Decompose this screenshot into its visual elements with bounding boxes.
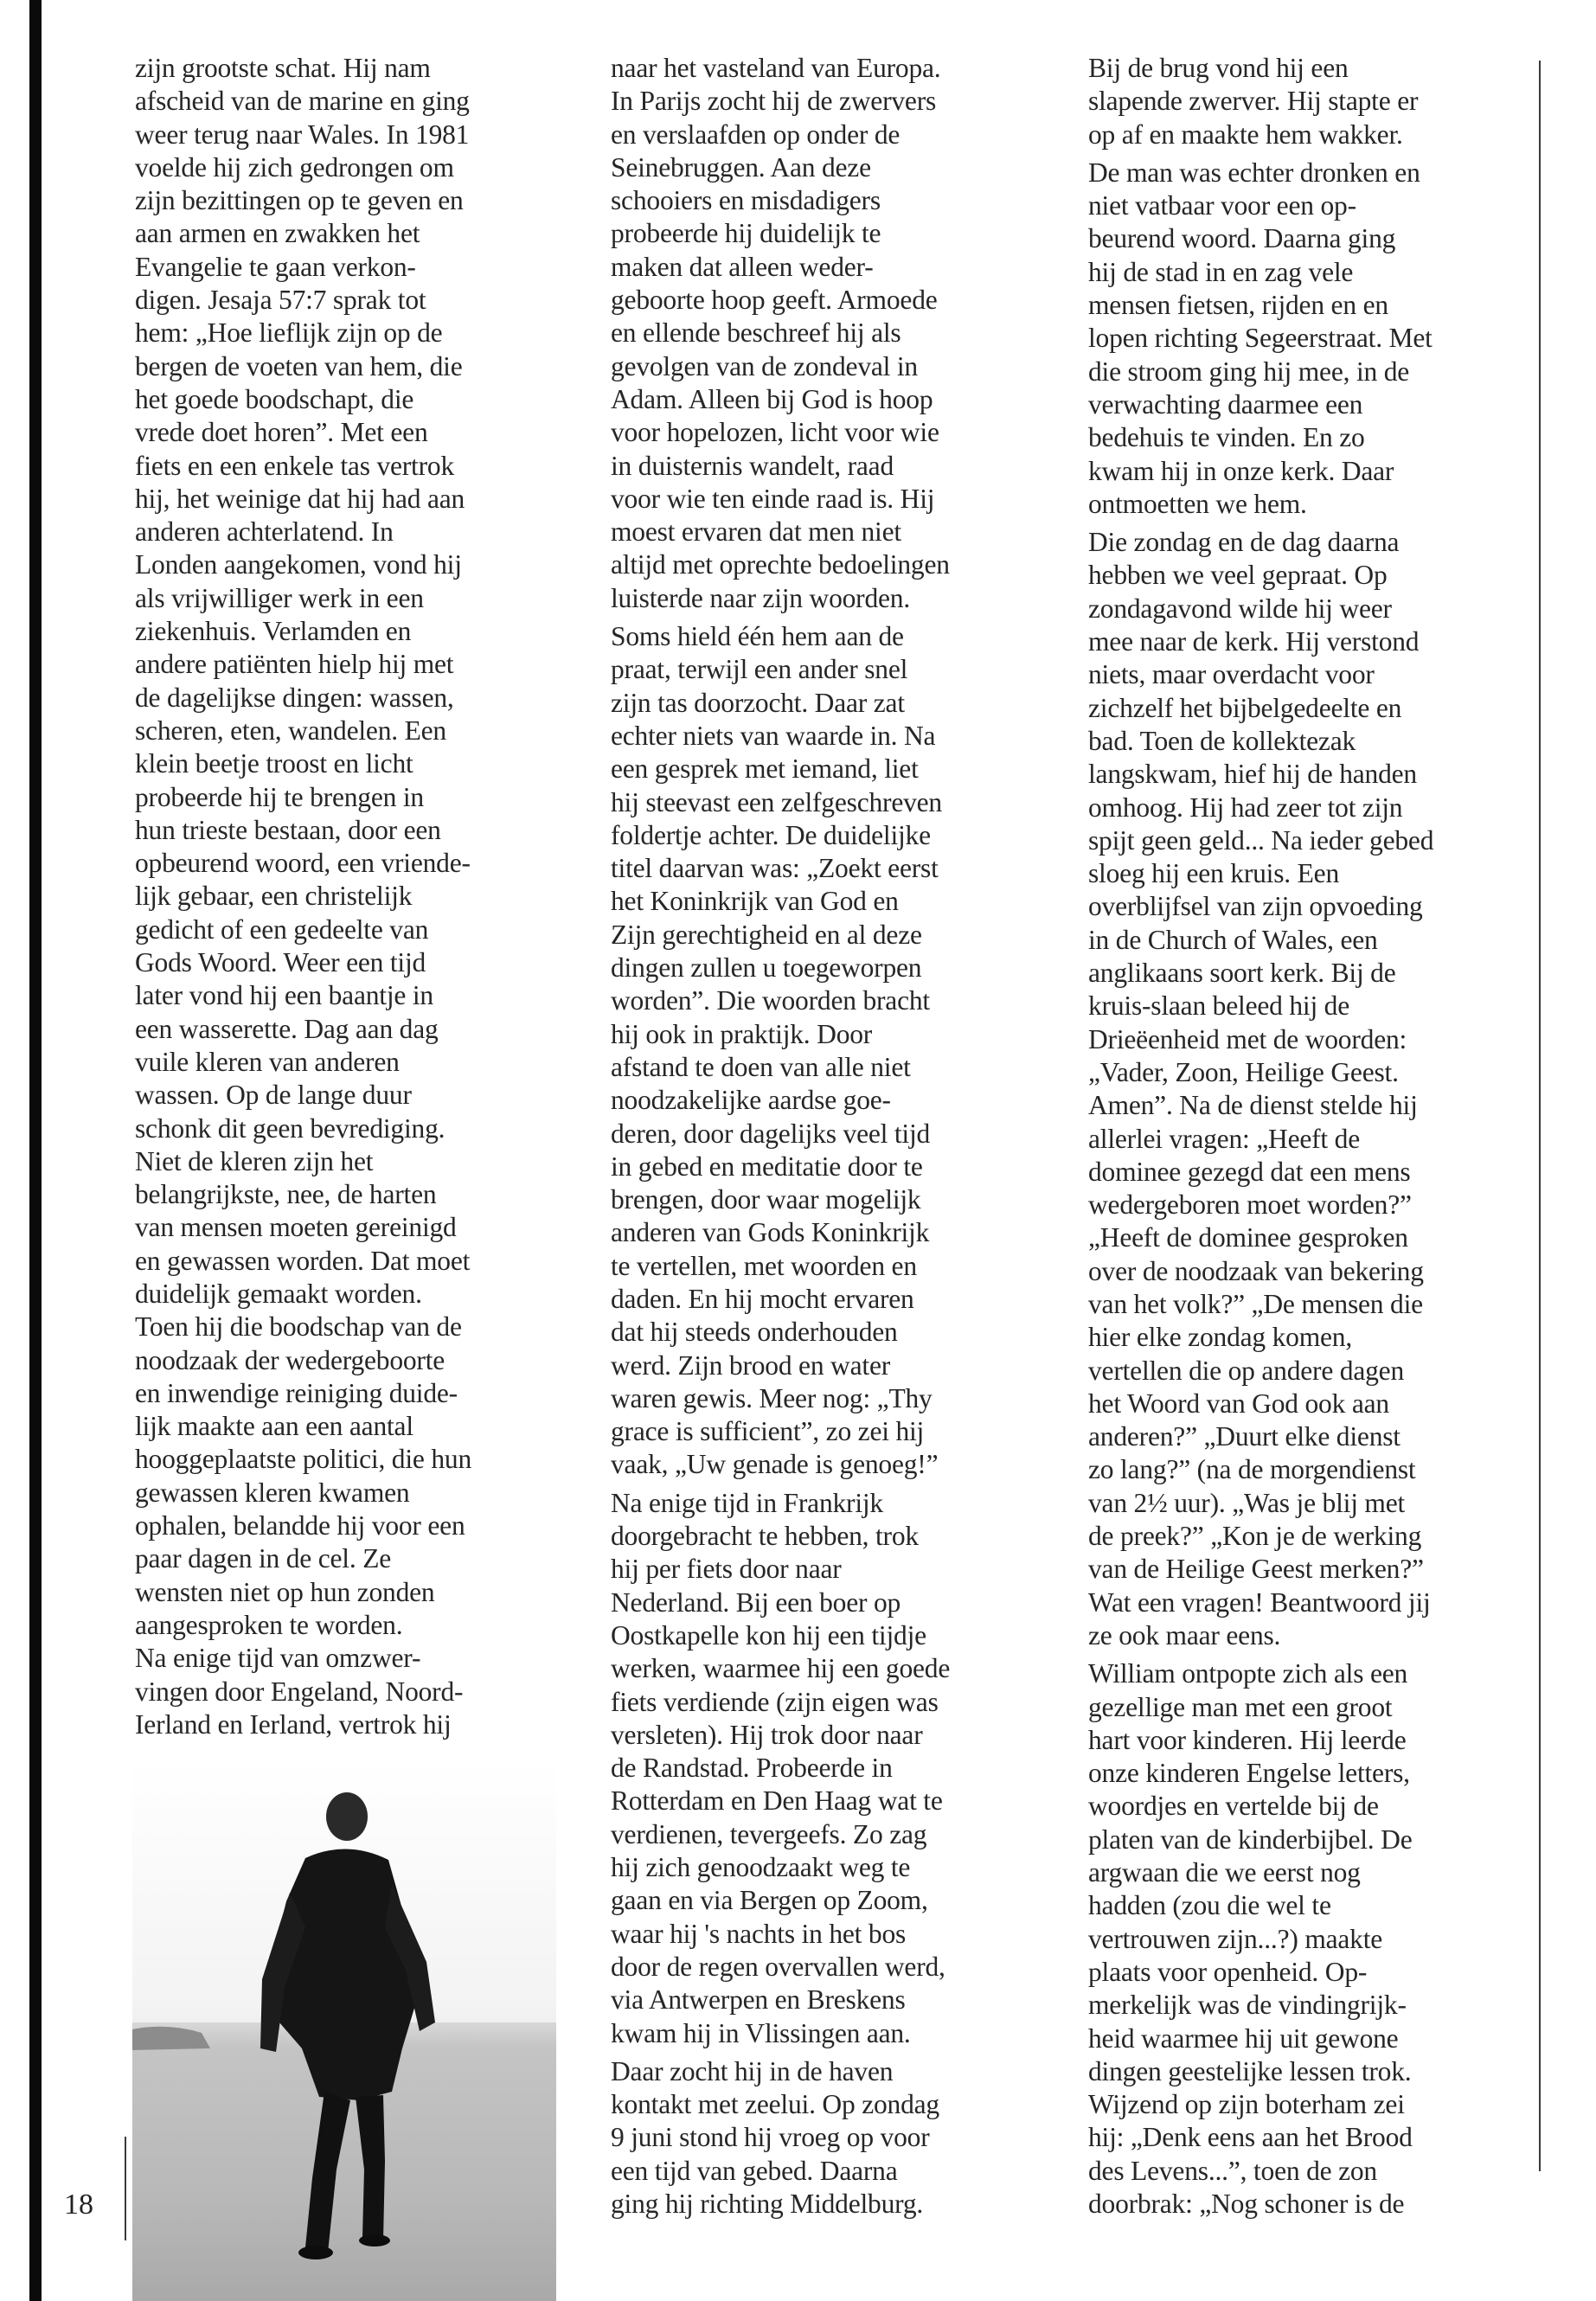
paragraph: De man was echter dronken en niet vatbaar voor een op- beurend woord. Daarna ging hij de stad in en zag vele mensen fietsen, rijden en en lopen richting Segeerstraat. Met die stroom ging hij mee, in de verwachting daarmee een bedehuis te vinden. En zo kwam hij in onze kerk. Daar ontmoetten we hem. — [1088, 157, 1433, 519]
text-column-middle — [611, 52, 1043, 2226]
page-number: 18 — [64, 2189, 93, 2221]
paragraph: Soms hield één hem aan de praat, terwijl een ander snel zijn tas doorzocht. Daar zat echter niets van waarde in. Na een gesprek met iemand, liet hij steevast een zelfgeschreven foldertje achter. De duidelijke titel daarvan was: „Zoekt eerst het Koninkrijk van God en Zijn gerechtigheid en al deze dingen zullen u toegeworpen worden”. Die woorden bracht hij ook in praktijk. Door afstand te doen van alle niet noodzakelijke aardse goe- deren, door dagelijks veel tijd in gebed en meditatie door te brengen, door waar mogelijk anderen van Gods Koninkrijk te vertellen, met woorden en daden. En hij mocht ervaren dat hij steeds onderhouden werd. Zijn brood en water waren gewis. Meer nog: „Thy grace is sufficient”, zo zei hij vaak, „Uw genade is genoeg!” — [611, 621, 942, 1480]
paragraph: William ontpopte zich als een gezellige man met een groot hart voor kinderen. Hij leerde onze kinderen Engelse letters, woordjes en vertelde bij de platen van de kinderbijbel. De argwaan die we eerst nog hadden (zou die wel te vertrouwen zijn...?) maakte plaats voor openheid. Op- merkelijk was de vindingrijk- heid waarmee hij uit gewone dingen geestelijke lessen trok. Wijzend op zijn boterham zei hij: „Denk eens aan het Brood des Levens...”, toen de zon doorbrak: „Nog schoner is de — [1088, 1658, 1413, 2219]
page-binding-edge — [29, 0, 42, 2301]
column-rule-left — [125, 2137, 126, 2240]
text-column-right — [1088, 52, 1521, 2226]
paragraph: zijn grootste schat. Hij nam afscheid van de marine en ging weer terug naar Wales. In 1981 voelde hij zich gedrongen om zijn bezittingen op te geven en aan armen en zwakken het Evangelie te gaan verkon- digen. Jesaja 57:7 sprak tot hem: „Hoe lieflijk zijn op de bergen de voeten van hem, die het goede boodschapt, die vrede doet horen”. Met een fiets en een enkele tas vertrok hij, het weinige dat hij had aan anderen achterlatend. In Londen aangekomen, vond hij als vrijwilliger werk in een ziekenhuis. Verlamden en andere patiënten hielp hij met de dagelijkse dingen: wassen, scheren, eten, wandelen. Een klein beetje troost en licht probeerde hij te brengen in hun trieste bestaan, door een opbeurend woord, een vriende- lijk gebaar, een christelijk gedicht of een gedeelte van Gods Woord. Weer een tijd later vond hij een baantje in een wasserette. Dag aan dag vuile kleren van anderen wassen. Op de lange duur schonk dit geen bevrediging. Niet de kleren zijn het belangrijkste, nee, de harten van mensen moeten gereinigd en gewassen worden. Dat moet duidelijk gemaakt worden. Toen hij die boodschap van de noodzaak der wedergeboorte en inwendige reiniging duide- lijk maakte aan een aantal hooggeplaatste politici, die hun gewassen kleren kwamen ophalen, belandde hij voor een paar dagen in de cel. Ze wensten niet op hun zonden aangesproken te worden. Na enige tijd van omzwer- vingen door Engeland, Noord- Ierland en Ierland, vertrok hij — [135, 53, 472, 1740]
paragraph: Bij de brug vond hij een slapende zwerver. Hij stapte er op af en maakte hem wakker. — [1088, 53, 1419, 150]
photo-man-walking — [132, 1763, 556, 2301]
paragraph: Die zondag en de dag daarna hebben we veel gepraat. Op zondagavond wilde hij weer mee naar de kerk. Hij verstond niets, maar overdacht voor zichzelf het bijbelgedeelte en bad. Toen de kollektezak langskwam, hief hij de handen omhoog. Hij had zeer tot zijn spijt geen geld... Na ieder gebed sloeg hij een kruis. Een overblijfsel van zijn opvoeding in de Church of Wales, een anglikaans soort kerk. Bij de kruis-slaan beleed hij de Drieëenheid met de woorden: „Vader, Zoon, Heilige Geest. Amen”. Na de dienst stelde hij allerlei vragen: „Heeft de dominee gezegd dat een mens wedergeboren moet worden?” „Heeft de dominee gesproken over de noodzaak van bekering van het volk?” „De mensen die hier elke zondag komen, vertellen die op andere dagen het Woord van God ook aan anderen?” „Duurt elke dienst zo lang?” (na de morgendienst van 2½ uur). „Was je blij met de preek?” „Kon je de werking van de Heilige Geest merken?” Wat een vragen! Beantwoord jij ze ook maar eens. — [1088, 527, 1434, 1650]
paragraph: Na enige tijd in Frankrijk doorgebracht te hebben, trok hij per fiets door naar Nederland. Bij een boer op Oostkapelle kon hij een tijdje werken, waarmee hij een goede fiets verdiende (zijn eigen was versleten). Hij trok door naar de Randstad. Probeerde in Rotterdam en Den Haag wat te verdienen, tevergeefs. Zo zag hij zich genoodzaakt weg te gaan en via Bergen op Zoom, waar hij 's nachts in het bos door de regen overvallen werd, via Antwerpen en Breskens kwam hij in Vlissingen aan. — [611, 1487, 951, 2048]
column-rule-right — [1539, 61, 1541, 2171]
paragraph: naar het vasteland van Europa. In Parijs zocht hij de zwervers en verslaafden op onder de Seinebruggen. Aan deze schooiers en misdadigers probeerde hij duidelijk te maken dat alleen weder- geboorte hoop geeft. Armoede en ellende beschreef hij als gevolgen van de zondeval in Adam. Alleen bij God is hoop voor hopelozen, licht voor wie in duisternis wandelt, raad voor wie ten einde raad is. Hij moest ervaren dat men niet altijd met oprechte bedoelingen luisterde naar zijn woorden. — [611, 53, 950, 613]
text-column-left — [135, 52, 563, 1747]
paragraph: Daar zocht hij in de haven kontakt met zeelui. Op zondag 9 juni stond hij vroeg op voor een tijd van gebed. Daarna ging hij richting Middelburg. — [611, 2055, 939, 2219]
walking-man-figure — [132, 1763, 556, 2301]
